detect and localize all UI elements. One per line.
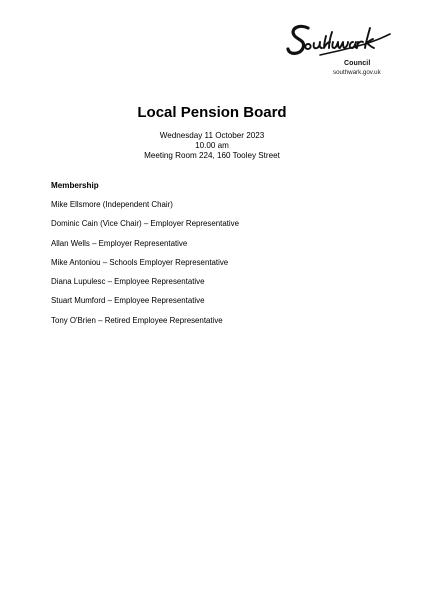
logo-website-text: southwark.gov.uk bbox=[333, 69, 381, 76]
member-item: Stuart Mumford – Employee Representative bbox=[51, 296, 205, 306]
document-title: Local Pension Board bbox=[137, 104, 287, 121]
member-item: Dominic Cain (Vice Chair) – Employer Representative bbox=[51, 219, 239, 229]
member-item: Mike Ellsmore (Independent Chair) bbox=[51, 200, 173, 209]
member-item: Allan Wells – Employer Representative bbox=[51, 238, 188, 248]
member-item: Diana Lupulesc – Employee Representative bbox=[51, 277, 205, 287]
member-item: Tony O'Brien – Retired Employee Representative bbox=[51, 315, 223, 325]
southwark-council-logo bbox=[286, 22, 396, 76]
meeting-date: Wednesday 11 October 2023 bbox=[159, 131, 265, 140]
southwark-wordmark-logo bbox=[286, 22, 396, 62]
logo-council-text: Council bbox=[344, 60, 371, 67]
meeting-venue: Meeting Room 224, 160 Tooley Street bbox=[144, 151, 280, 160]
membership-heading: Membership bbox=[51, 181, 99, 190]
membership-list bbox=[51, 200, 239, 335]
member-item: Mike Antoniou – Schools Employer Representative bbox=[51, 257, 229, 267]
meeting-time: 10.00 am bbox=[195, 141, 229, 150]
